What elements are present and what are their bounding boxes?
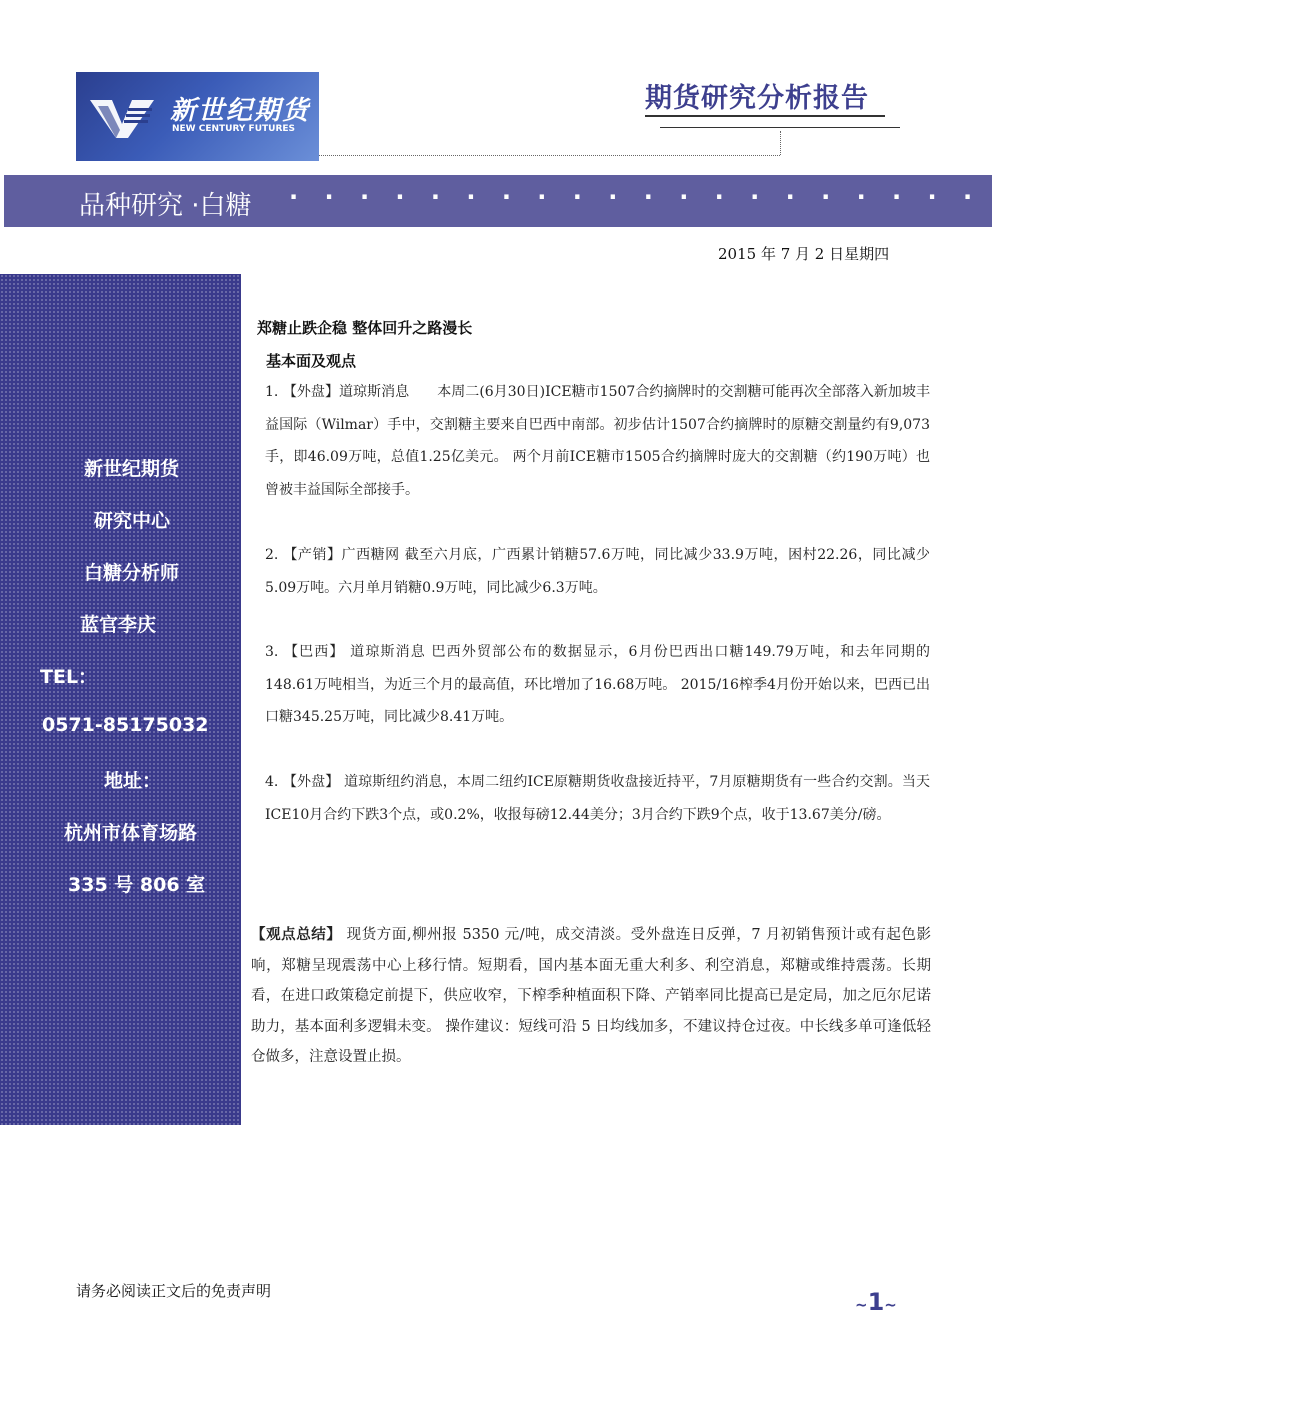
- category-banner: [4, 175, 1300, 227]
- summary-paragraph: [251, 920, 931, 1073]
- summary-text: 现货方面,柳州报 5350 元/吨，成交清淡。受外盘连日反弹，7 月初销售预计或有起色影响，郑糖呈现震荡中心上移行情。短期看，国内基本面无重大利多、利空消息，郑糖或维持震荡。长期看，在进口政策稳定前提下，供应收窄，下榨季种植面积下降、产销率同比提高已是定局，加之厄尔尼诺助力，基本面利多逻辑未变。 操作建议：短线可沿 5 日均线加多，不建议持仓过夜。中长线多单可逢低轻仓做多，注意设置止损。: [251, 927, 932, 1065]
- logo-text-en: NEW CENTURY FUTURES: [172, 124, 296, 134]
- sidebar-analyst-name: 蓝官李庆: [80, 614, 157, 636]
- report-date: 2015 年 7 月 2 日星期四: [718, 245, 890, 263]
- title-underline-top: [645, 115, 885, 117]
- page-number: [855, 1288, 897, 1316]
- sidebar-role: 白糖分析师: [84, 562, 180, 584]
- banner-dots: · · · · · · · · · · · · · · · · · · · · · · · · · · · · ·: [289, 183, 1300, 211]
- article-headline: 郑糖止跌企稳 整体回升之路漫长: [257, 319, 473, 337]
- header-dotted-line: [319, 155, 780, 156]
- report-title: 期货研究分析报告: [645, 83, 869, 114]
- news-item-4: 4. 【外盘】 道琼斯纽约消息，本周二纽约ICE原糖期货收盘接近持平，7月原糖期货有一些合约交割。当天ICE10月合约下跌3个点，或0.2%，收报每磅12.44美分；3月合约下跌9个点，收于13.67美分/磅。: [265, 774, 930, 823]
- sidebar-company: 新世纪期货: [84, 458, 180, 480]
- company-logo: [76, 72, 319, 161]
- section-heading: 基本面及观点: [266, 352, 357, 370]
- sidebar-tel-label: TEL：: [40, 666, 98, 688]
- sidebar-department: 研究中心: [94, 510, 171, 532]
- header-dotted-connector: [780, 131, 781, 155]
- page-number-value: 1: [867, 1288, 885, 1316]
- banner-title: 品种研究 ·白糖: [79, 191, 252, 221]
- logo-mark-icon: [90, 94, 154, 140]
- sidebar-tel[interactable]: 0571-85175032: [42, 714, 209, 736]
- sidebar-address-label: 地址：: [104, 770, 162, 792]
- analyst-sidebar: [0, 274, 241, 1125]
- summary-label: 【观点总结】: [251, 927, 342, 943]
- page-number-tilde-left: ~: [855, 1296, 868, 1314]
- title-underline-bottom: [660, 127, 900, 128]
- news-item-2: 2. 【产销】广西糖网 截至六月底，广西累计销糖57.6万吨，同比减少33.9万吨，困村22.26，同比减少5.09万吨。六月单月销糖0.9万吨，同比减少6.3万吨。: [265, 547, 930, 596]
- logo-text-cn: 新世纪期货: [170, 96, 311, 126]
- disclaimer-note: 请务必阅读正文后的免责声明: [76, 1282, 272, 1300]
- news-item-3: 3. 【巴西】 道琼斯消息 巴西外贸部公布的数据显示，6月份巴西出口糖149.79万吨，和去年同期的148.61万吨相当，为近三个月的最高值，环比增加了16.68万吨。 2015/16榨季4月份开始以来，巴西已出口糖345.25万吨，同比减少8.41万吨。: [265, 644, 930, 725]
- sidebar-address-line1: 杭州市体育场路: [64, 822, 198, 844]
- sidebar-address-line2: 335 号 806 室: [68, 874, 206, 896]
- page-number-tilde-right: ~: [884, 1296, 897, 1314]
- news-item-1: 1. 【外盘】道琼斯消息 本周二(6月30日)ICE糖市1507合约摘牌时的交割糖可能再次全部落入新加坡丰益国际（Wilmar）手中，交割糖主要来自巴西中南部。初步估计1507合约摘牌时的原糖交割量约有9,073手，即46.09万吨，总值1.25亿美元。 两个月前ICE糖市1505合约摘牌时庞大的交割糖（约190万吨）也曾被丰益国际全部接手。: [265, 384, 930, 498]
